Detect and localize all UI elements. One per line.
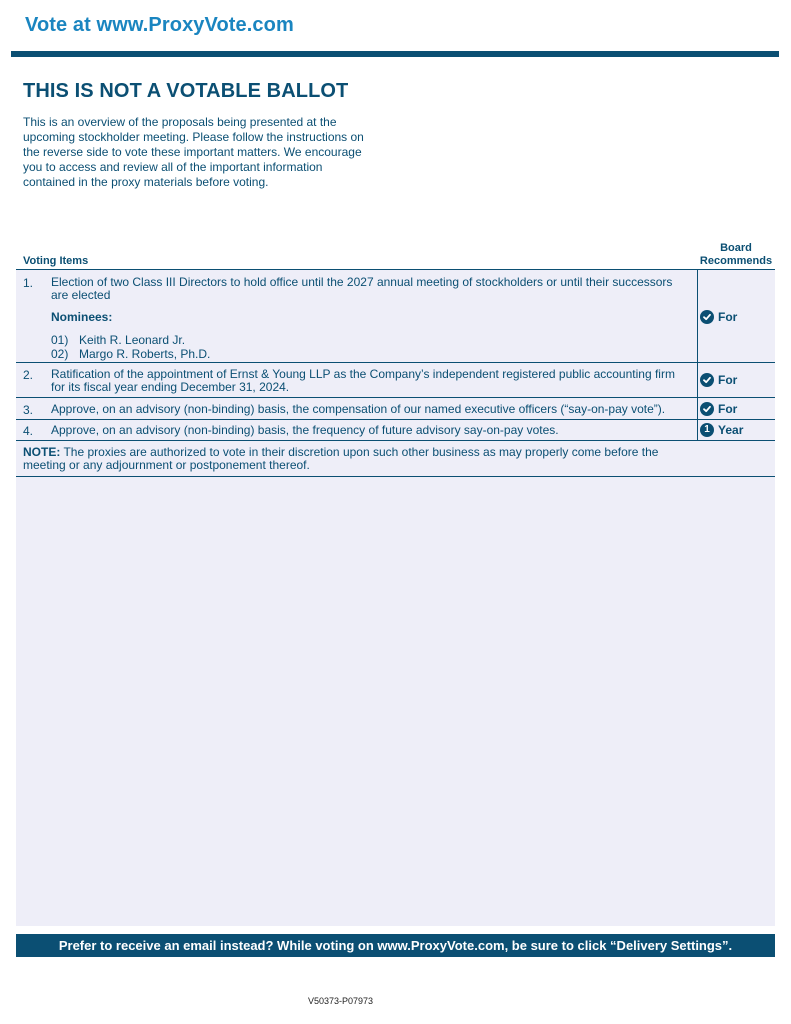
- table-note: [23, 446, 693, 472]
- note-line: meeting or any adjournment or postponement thereof.: [23, 458, 310, 472]
- intro-line: contained in the proxy materials before voting.: [23, 175, 269, 189]
- badge-digit: 1: [704, 424, 710, 435]
- intro-line: the reverse side to vote these important matters. We encourage: [23, 145, 362, 159]
- nominee: [51, 333, 185, 347]
- row-divider: [16, 419, 775, 420]
- board-recommendation: [700, 422, 743, 438]
- check-circle-icon: [700, 402, 714, 416]
- item-line: Approve, on an advisory (non-binding) basis, the compensation of our named executive officers (“say-on-pay vote”).: [51, 402, 666, 416]
- intro-line: upcoming stockholder meeting. Please follow the instructions on: [23, 130, 364, 144]
- recommend-column-divider: [697, 269, 698, 441]
- board-recommendation: [700, 372, 737, 388]
- check-circle-icon: [700, 310, 714, 324]
- nominee-name: Margo R. Roberts, Ph.D.: [79, 347, 211, 361]
- item-number: 3.: [23, 403, 34, 417]
- number-one-circle-icon: [700, 423, 714, 437]
- nominee-name: Keith R. Leonard Jr.: [79, 333, 186, 347]
- item-description: [51, 276, 693, 302]
- nominee: [51, 347, 210, 361]
- item-description: [51, 368, 693, 394]
- table-note-rule: [16, 476, 775, 477]
- proxyvote-link[interactable]: Vote at www.ProxyVote.com: [25, 14, 294, 36]
- note-label: NOTE:: [23, 445, 61, 459]
- recommendation-label: For: [718, 373, 738, 387]
- nominee-number: 02): [51, 347, 69, 361]
- item-number: 4.: [23, 424, 34, 438]
- board-recommendation: [700, 309, 737, 325]
- table-top-rule: [16, 269, 775, 270]
- item-number: 1.: [23, 276, 34, 290]
- recommendation-label: For: [718, 402, 738, 416]
- header-divider: [11, 51, 779, 57]
- recommendation-label: For: [718, 310, 738, 324]
- board-header-line: Recommends: [699, 255, 773, 267]
- document-code: V50373-P07973: [308, 996, 374, 1006]
- check-circle-icon: [700, 373, 714, 387]
- item-number: 2.: [23, 368, 34, 382]
- recommendation-label: Year: [718, 423, 744, 437]
- item-description: [51, 403, 693, 416]
- item-description: [51, 424, 693, 437]
- item-line: Election of two Class III Directors to hold office until the 2027 annual meeting of stockholders or until their successors: [51, 275, 673, 289]
- voting-items-header: Voting Items: [23, 255, 89, 267]
- board-recommendation: [700, 401, 737, 417]
- item-line: Ratification of the appointment of Ernst & Young LLP as the Company’s independent registered public accounting firm: [51, 367, 675, 381]
- item-line: Approve, on an advisory (non-binding) basis, the frequency of future advisory say-on-pay votes.: [51, 423, 559, 437]
- intro-paragraph: [23, 115, 388, 190]
- note-text: The proxies are authorized to vote in their discretion upon such other business as may properly come before the: [60, 445, 659, 459]
- board-recommends-header: [697, 242, 775, 268]
- nominees-label: Nominees:: [51, 310, 113, 324]
- row-divider: [16, 362, 775, 363]
- row-divider: [16, 440, 775, 441]
- row-divider: [16, 397, 775, 398]
- item-line: are elected: [51, 288, 111, 302]
- intro-line: you to access and review all of the important information: [23, 160, 323, 174]
- nominee-number: 01): [51, 333, 69, 347]
- intro-line: This is an overview of the proposals being presented at the: [23, 115, 337, 129]
- page-title: THIS IS NOT A VOTABLE BALLOT: [23, 80, 349, 102]
- board-header-line: Board: [720, 242, 752, 254]
- item-line: for its fiscal year ending December 31, 2024.: [51, 380, 290, 394]
- email-delivery-banner: Prefer to receive an email instead? While voting on www.ProxyVote.com, be sure to click “Delivery Settings”.: [16, 934, 775, 957]
